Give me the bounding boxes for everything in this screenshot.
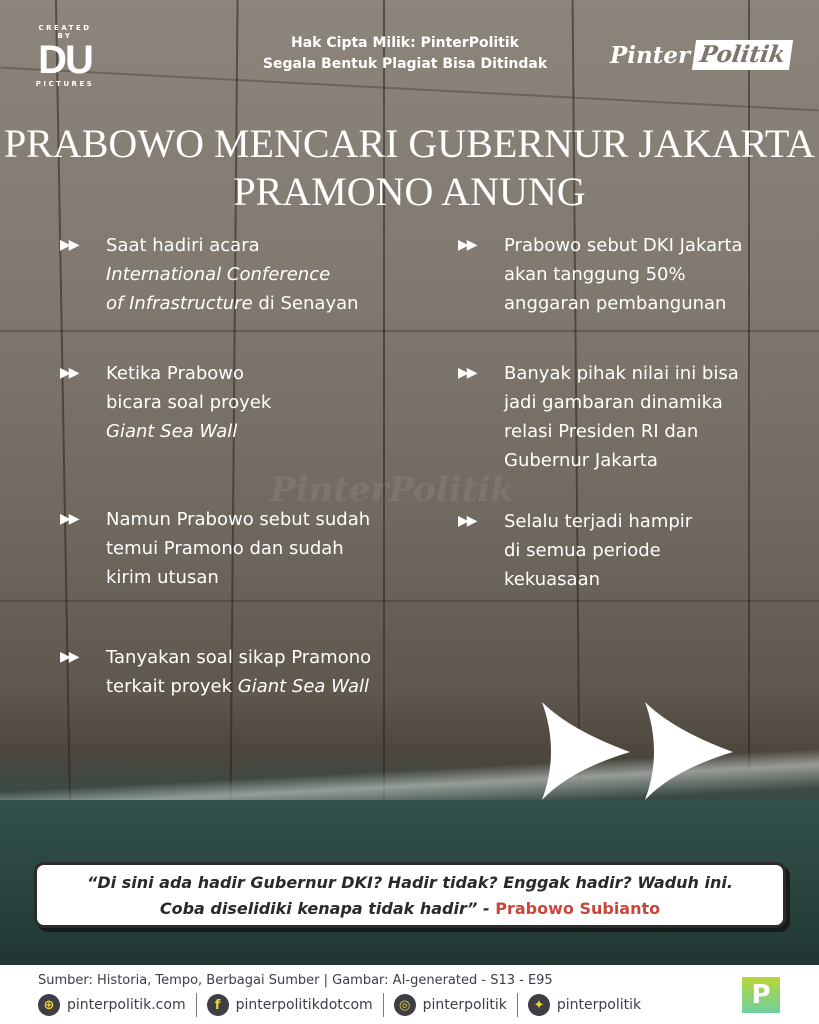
bullet-text: Saat hadiri acara	[106, 235, 260, 256]
logo-politik: Politik	[692, 40, 793, 70]
social-label: pinterpolitikdotcom	[235, 997, 373, 1013]
bullet-item	[454, 507, 692, 594]
title-line-1: PRABOWO MENCARI GUBERNUR JAKARTA	[3, 121, 816, 166]
bullet-item	[454, 359, 739, 475]
bullet-item	[454, 231, 743, 318]
double-arrow-icon: ▶▶	[60, 365, 78, 381]
bullet-text: Selalu terjadi hampir	[504, 511, 693, 532]
bullet-text: Namun Prabowo sebut sudah	[106, 509, 371, 530]
logo-pinter: Pinter	[610, 41, 691, 69]
bullet-text: anggaran pembangunan	[504, 293, 727, 314]
double-arrow-icon: ▶▶	[60, 511, 78, 527]
bullet-text: Tanyakan soal sikap Pramono	[106, 647, 372, 668]
bullet-text: kirim utusan	[106, 567, 219, 588]
source-credits: Sumber: Historia, Tempo, Berbagai Sumber | Gambar: AI-generated - S13 - E95	[38, 973, 553, 988]
copyright-line-2: Segala Bentuk Plagiat Bisa Ditindak	[262, 56, 548, 72]
page-title	[0, 120, 819, 216]
social-links	[38, 993, 641, 1017]
logo-created-by: CREATED BY	[38, 24, 92, 40]
title-line-2: PRAMONO ANUNG	[233, 169, 586, 214]
bullet-text-italic: of Infrastructure	[106, 293, 253, 314]
du-pictures-logo	[30, 24, 100, 88]
copyright-notice	[240, 33, 570, 75]
bullet-text: Banyak pihak nilai ini bisa	[504, 363, 739, 384]
double-arrow-icon: ▶▶	[60, 649, 78, 665]
decorative-double-arrow-icon	[540, 690, 740, 800]
bullet-text-italic: Giant Sea Wall	[106, 421, 238, 442]
logo-du-mark: DU	[38, 38, 92, 82]
social-label: pinterpolitik.com	[67, 997, 186, 1013]
bullet-text: Prabowo sebut DKI Jakarta	[504, 235, 743, 256]
bullet-item	[56, 359, 271, 446]
bullet-text: kekuasaan	[504, 569, 601, 590]
logo-pictures: PICTURES	[35, 80, 95, 88]
footer	[0, 965, 819, 1024]
social-twitter[interactable]	[528, 994, 641, 1016]
double-arrow-icon: ▶▶	[458, 237, 476, 253]
wall-seam	[0, 330, 819, 332]
bullet-item	[56, 505, 370, 592]
social-website[interactable]	[38, 994, 186, 1016]
social-label: pinterpolitik	[556, 997, 642, 1013]
double-arrow-icon: ▶▶	[458, 513, 476, 529]
bullet-text: akan tanggung 50%	[504, 264, 686, 285]
bullet-text: Gubernur Jakarta	[504, 450, 658, 471]
double-arrow-icon: ▶▶	[458, 365, 476, 381]
social-instagram[interactable]	[394, 994, 507, 1016]
social-facebook[interactable]	[207, 994, 373, 1016]
quote-author: Prabowo Subianto	[495, 899, 661, 918]
bullet-text: di semua periode	[504, 540, 661, 561]
app-logo-letter: P	[751, 980, 771, 1010]
bullet-text-italic: Giant Sea Wall	[237, 676, 370, 697]
bullet-text: bicara soal proyek	[106, 392, 272, 413]
bullet-text: terkait proyek	[106, 676, 238, 697]
pinterpolitik-app-logo	[742, 977, 780, 1013]
social-label: pinterpolitik	[422, 997, 507, 1013]
watermark: PinterPolitik	[270, 470, 514, 510]
bullet-text-italic: International Conference	[106, 264, 331, 285]
wall-seam	[0, 600, 819, 602]
bullet-text: Ketika Prabowo	[106, 363, 245, 384]
arrow-shape	[542, 702, 630, 800]
bullet-item	[56, 643, 371, 701]
twitter-icon: ✦	[528, 994, 550, 1016]
facebook-icon: f	[207, 994, 229, 1016]
quote-box	[34, 862, 786, 928]
globe-icon: ⊕	[38, 994, 60, 1016]
bullet-text: temui Pramono dan sudah	[106, 538, 344, 559]
divider	[196, 993, 197, 1017]
arrow-shape	[645, 702, 733, 800]
divider	[517, 993, 518, 1017]
quote-line-1: “Di sini ada hadir Gubernur DKI? Hadir tidak? Enggak hadir? Waduh ini.	[87, 873, 733, 892]
copyright-line-1: Hak Cipta Milik: PinterPolitik	[291, 35, 519, 51]
bullet-text: di Senayan	[252, 293, 359, 314]
quote-line-2: Coba diselidiki kenapa tidak hadir” -	[159, 899, 496, 918]
bullet-text: jadi gambaran dinamika	[504, 392, 723, 413]
divider	[383, 993, 384, 1017]
pinterpolitik-logo	[610, 38, 791, 72]
double-arrow-icon: ▶▶	[60, 237, 78, 253]
instagram-icon: ◎	[394, 994, 416, 1016]
wall-seam	[748, 0, 750, 770]
bullet-text: relasi Presiden RI dan	[504, 421, 699, 442]
bullet-item	[56, 231, 359, 318]
